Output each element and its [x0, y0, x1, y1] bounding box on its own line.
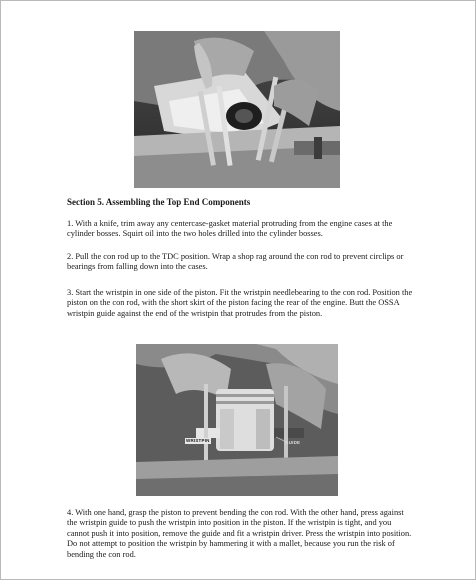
- piston-wristpin-illustration: [136, 344, 338, 496]
- engine-cases-illustration: [134, 31, 340, 188]
- paragraph-step-1: 1. With a knife, trim away any centercase-gasket material protruding from the engine cases at the cylinder bosses. Squirt oil into the two holes drilled into the cylinder bosses.: [67, 219, 393, 239]
- wristpin-label: WRISTPIN: [186, 438, 210, 443]
- engine-cases-photo: [134, 31, 340, 188]
- paragraph-step-3: 3. Start the wristpin in one side of the piston. Fit the wristpin needlebearing to the con rod. Position the piston on the con rod, with the short skirt of the piston facing the rear of the engine. Butt the OSSA wristpin guide against the end of the wristpin that protrudes from the piston.: [67, 288, 413, 318]
- piston-wristpin-photo: [136, 344, 338, 496]
- paragraph-step-2: 2. Pull the con rod up to the TDC position. Wrap a shop rag around the con rod to prevent circlips or bearings from falling down into the cases.: [67, 252, 404, 272]
- guide-label: GUIDE: [285, 440, 301, 445]
- section-heading: Section 5. Assembling the Top End Components: [67, 197, 251, 207]
- paragraph-step-4: 4. With one hand, grasp the piston to prevent bending the con rod. With the other hand, press against the wristpin guide to push the wristpin into position in the piston. If the wristpin is tight, and you cannot push it into position, remove the guide and fit a wristpin driver. Press the wristpin into position. Do not attempt to position the wristpin by hammering it with a mallet, because you run the risk of bending the con rod.: [67, 508, 412, 559]
